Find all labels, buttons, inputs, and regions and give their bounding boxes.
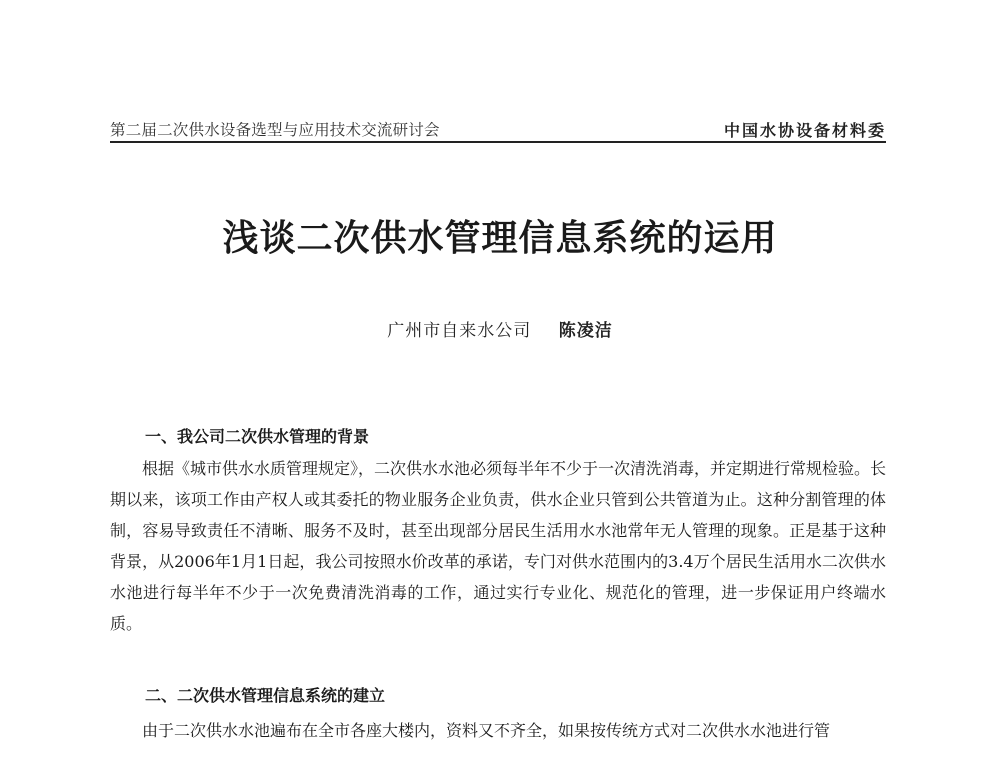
committee-name: 中国水协设备材料委 [723,121,886,140]
author-name: 陈凌洁 [558,321,613,341]
header-divider [110,141,886,143]
section-heading-2: 二、二次供水管理信息系统的建立 [145,686,386,705]
section-1-paragraph: 根据《城市供水水质管理规定》，二次供水水池必须每半年不少于一次清洗消毒，并定期进行常规检验。长期以来，该项工作由产权人或其委托的物业服务企业负责，供水企业只管到公共管道为止。这种分割管理的体制，容易导致责任不清晰、服务不及时，甚至出现部分居民生活用水水池常年无人管理的现象。正是基于这种背景，从2006年1月1日起，我公司按照水价改革的承诺，专门对供水范围内的3.4万个居民生活用水二次供水水池进行每半年不少于一次免费清洗消毒的工作，通过实行专业化、规范化的管理，进一步保证用户终端水质。 [110,459,886,633]
conference-name: 第二届二次供水设备选型与应用技术交流研讨会 [110,121,440,139]
section-heading-1: 一、我公司二次供水管理的背景 [145,427,370,446]
author-organization: 广州市自来水公司 [387,321,532,341]
section-2-paragraph: 由于二次供水水池遍布在全市各座大楼内，资料又不齐全，如果按传统方式对二次供水水池进行管 [142,721,831,740]
article-title: 浅谈二次供水管理信息系统的运用 [222,217,778,259]
byline [0,316,1000,341]
running-header [110,118,886,142]
